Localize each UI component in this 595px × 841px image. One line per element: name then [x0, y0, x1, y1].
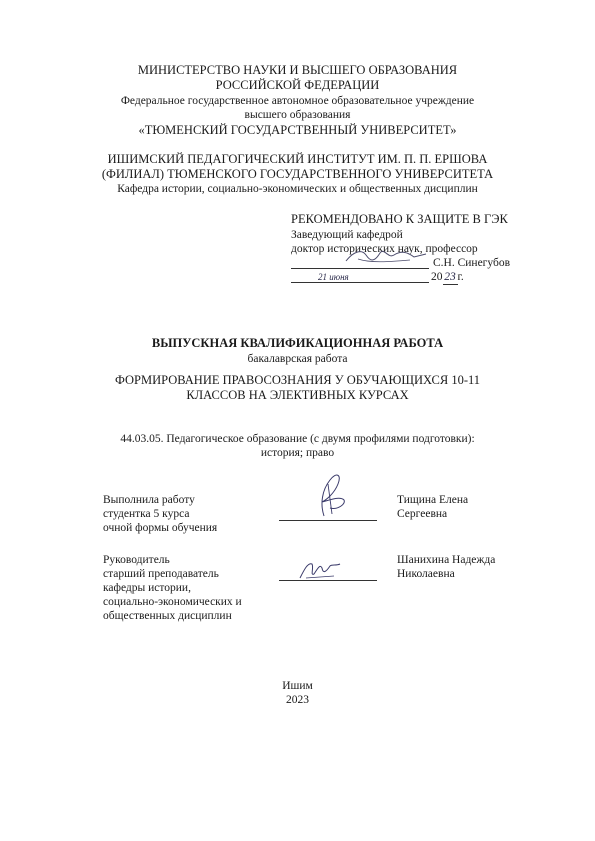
- supervisor-label-1: Руководитель: [103, 554, 170, 566]
- work-title-line-2: КЛАССОВ НА ЭЛЕКТИВНЫХ КУРСАХ: [186, 388, 409, 402]
- work-title-line-1: ФОРМИРОВАНИЕ ПРАВОСОЗНАНИЯ У ОБУЧАЮЩИХСЯ 10-11: [114, 373, 481, 387]
- approval-year-handwritten: 23: [444, 271, 456, 283]
- approval-name: С.Н. Синегубов: [433, 257, 511, 269]
- supervisor-signature-image: [296, 556, 344, 582]
- department-name: Кафедра истории, социально-экономических и общественных дисциплин: [117, 183, 478, 195]
- work-type: ВЫПУСКНАЯ КВАЛИФИКАЦИОННАЯ РАБОТА: [151, 336, 444, 350]
- author-label-1: Выполнила работу: [103, 494, 195, 506]
- head-signature-image: [344, 245, 429, 267]
- author-label-2: студентка 5 курса: [103, 508, 190, 520]
- supervisor-signature-line: [279, 580, 377, 581]
- approval-date-line: [291, 282, 429, 283]
- supervisor-label-4: социально-экономических и: [103, 596, 242, 608]
- institution-line-1: Федеральное государственное автономное образовательное учреждение: [120, 95, 475, 107]
- author-name-1: Тищина Елена: [397, 494, 469, 506]
- supervisor-label-5: общественных дисциплин: [103, 610, 232, 622]
- author-signature-image: [300, 470, 360, 520]
- ministry-line-2: РОССИЙСКОЙ ФЕДЕРАЦИИ: [215, 78, 380, 92]
- ministry-line-1: МИНИСТЕРСТВО НАУКИ И ВЫСШЕГО ОБРАЗОВАНИЯ: [137, 63, 458, 77]
- author-signature-line: [279, 520, 377, 521]
- supervisor-name-2: Николаевна: [397, 568, 455, 580]
- approval-signature-line: [291, 268, 429, 269]
- footer-city: Ишим: [282, 680, 313, 692]
- branch-line-2: (ФИЛИАЛ) ТЮМЕНСКОГО ГОСУДАРСТВЕННОГО УНИВЕРСИТЕТА: [101, 167, 494, 181]
- supervisor-label-2: старший преподаватель: [103, 568, 219, 580]
- approval-role: Заведующий кафедрой: [291, 229, 403, 241]
- approval-degree: доктор исторических наук, профессор: [291, 243, 478, 255]
- approval-date-handwritten: 21 июня: [318, 272, 349, 282]
- program-line-2: история; право: [260, 447, 335, 459]
- program-line-1: 44.03.05. Педагогическое образование (с двумя профилями подготовки):: [120, 433, 475, 445]
- branch-line-1: ИШИМСКИЙ ПЕДАГОГИЧЕСКИЙ ИНСТИТУТ ИМ. П. П. ЕРШОВА: [107, 152, 488, 166]
- approval-year: 20 23 г.: [431, 271, 464, 283]
- institution-line-2: высшего образования: [244, 109, 351, 121]
- approval-title: РЕКОМЕНДОВАНО К ЗАЩИТЕ В ГЭК: [291, 212, 508, 226]
- footer-year: 2023: [286, 694, 309, 706]
- author-name-2: Сергеевна: [397, 508, 448, 520]
- work-subtype: бакалаврская работа: [247, 353, 348, 365]
- supervisor-label-3: кафедры истории,: [103, 582, 191, 594]
- university-name: «ТЮМЕНСКИЙ ГОСУДАРСТВЕННЫЙ УНИВЕРСИТЕТ»: [138, 123, 457, 137]
- author-label-3: очной формы обучения: [103, 522, 218, 534]
- supervisor-name-1: Шанихина Надежда: [397, 554, 496, 566]
